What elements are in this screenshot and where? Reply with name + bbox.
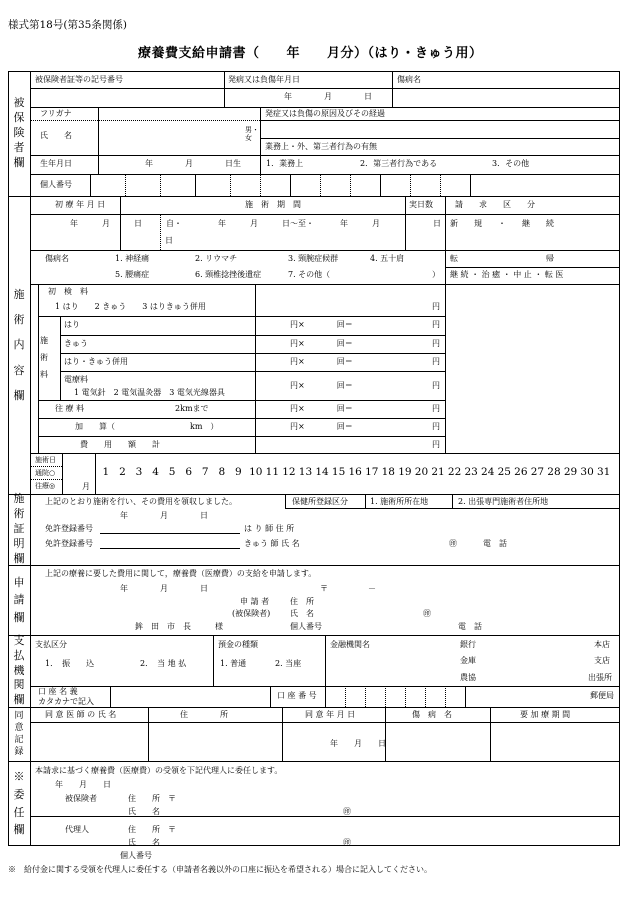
period-from: 年 月 日～至・ bbox=[218, 219, 314, 228]
treatment-day-label: 施術日 bbox=[35, 456, 56, 464]
delegation-agent-personal-number: 個人番号 bbox=[120, 851, 152, 860]
section-insured: 被保険者欄 bbox=[13, 96, 25, 169]
initial-fee-options[interactable]: 1 はり 2 きゅう 3 はりきゅう併用 bbox=[55, 302, 206, 311]
deposit-type-label: 預金の種類 bbox=[218, 640, 258, 649]
addition-label: 加 算（ bbox=[75, 422, 115, 431]
section-certification: 施術証明欄 bbox=[13, 492, 25, 565]
addition-calc: 円× 回＝ bbox=[290, 422, 353, 431]
home-visit-mark-label: 往療◎ bbox=[35, 482, 56, 490]
birth-label: 生年月日 bbox=[40, 159, 72, 168]
addressee-mayor: 鉾 田 市 長 様 bbox=[135, 622, 223, 631]
kyu-name-label: きゅう 師 氏 名 bbox=[244, 539, 300, 548]
institution-type-nokyo: 農協 bbox=[460, 673, 476, 682]
disease-other-close: ） bbox=[432, 270, 440, 279]
treatment-day-7[interactable]: 7 bbox=[201, 466, 209, 478]
fee-row-hari: はり bbox=[64, 320, 80, 329]
treatment-day-4[interactable]: 4 bbox=[152, 466, 159, 478]
certification-statement: 上記のとおり施術を行い、その費用を領収しました。 bbox=[45, 497, 237, 506]
treatment-day-21[interactable]: 21 bbox=[431, 466, 445, 478]
delegation-statement: 本請求に基づく療養費（医療費）の受領を下記代理人に委任します。 bbox=[35, 766, 283, 775]
certification-date: 年 月 日 bbox=[120, 511, 208, 520]
disease-name-label: 傷病名 bbox=[397, 75, 421, 84]
fee-row-kyu-yen: 円 bbox=[432, 339, 440, 348]
payment-option-local[interactable]: 2． 当 地 払 bbox=[140, 659, 187, 668]
period-to: 年 月 bbox=[340, 219, 380, 228]
fee-row-combined-calc: 円× 回＝ bbox=[290, 357, 353, 366]
claim-new-continue[interactable]: 新 規 ・ 継 続 bbox=[450, 219, 554, 228]
delegation-insured-seal: ㊞ bbox=[343, 807, 351, 816]
treatment-day-28[interactable]: 28 bbox=[547, 466, 561, 478]
certification-phone-label: 電 話 bbox=[483, 539, 507, 548]
birth-value: 年 月 日生 bbox=[145, 159, 241, 168]
electro-options[interactable]: 1 電気針 2 電気温灸器 3 電気光線器具 bbox=[74, 388, 225, 397]
fee-row-kyu: きゅう bbox=[64, 339, 88, 348]
branch-type-head: 本店 bbox=[594, 640, 610, 649]
delegation-insured-name: 氏 名 bbox=[128, 807, 160, 816]
consent-date-value: 年 月 日 bbox=[330, 739, 386, 748]
period-from-prefix: 自・ bbox=[166, 219, 182, 228]
disease-option-6[interactable]: 6. 頸椎捻挫後遺症 bbox=[195, 270, 262, 279]
section-treatment: 施術内容欄 bbox=[13, 287, 25, 402]
disease-option-5[interactable]: 5. 腰痛症 bbox=[115, 270, 150, 279]
treatment-day-12[interactable]: 12 bbox=[282, 466, 296, 478]
personal-number-label: 個人番号 bbox=[40, 180, 72, 189]
treatment-day-31[interactable]: 31 bbox=[597, 466, 611, 478]
option-work[interactable]: 1．業務上 bbox=[266, 159, 304, 168]
name-label: 氏 名 bbox=[40, 131, 72, 140]
applicant-personal-number-label: 個人番号 bbox=[290, 622, 322, 631]
first-visit-label: 初 療 年 月 日 bbox=[55, 200, 106, 209]
days-label: 実日数 bbox=[409, 200, 433, 209]
total-label: 費 用 額 計 bbox=[80, 440, 160, 449]
travel-distance: 2kmまで bbox=[175, 404, 209, 413]
divider bbox=[8, 761, 620, 762]
fee-row-combined-yen: 円 bbox=[432, 357, 440, 366]
delegation-agent-seal: ㊞ bbox=[343, 838, 351, 847]
month-char: 月 bbox=[82, 482, 90, 491]
disease-option-1[interactable]: 1. 神経痛 bbox=[115, 254, 150, 263]
section-payment: 支払機関欄 bbox=[13, 633, 25, 707]
claim-type-label: 請 求 区 分 bbox=[455, 200, 535, 209]
section-consent: 同意記録 bbox=[14, 710, 24, 758]
delegation-agent-label: 代理人 bbox=[65, 825, 89, 834]
delegation-agent-address: 住 所 〒 bbox=[128, 825, 176, 834]
first-visit-value: 年 月 日 bbox=[70, 219, 142, 228]
consent-period-label: 要 加 療 期 間 bbox=[520, 710, 571, 719]
applicant-address-label: 住 所 bbox=[290, 597, 314, 606]
license-number-label-1: 免許登録番号 bbox=[45, 524, 93, 533]
travel-calc: 円× 回＝ bbox=[290, 404, 353, 413]
disease-option-2[interactable]: 2. リウマチ bbox=[195, 254, 238, 263]
applicant-label: 申 請 者 bbox=[240, 597, 270, 606]
disease-option-4[interactable]: 4. 五十肩 bbox=[370, 254, 405, 263]
treatment-day-20[interactable]: 20 bbox=[414, 466, 429, 478]
treatment-day-18[interactable]: 18 bbox=[381, 466, 395, 478]
applicant-seal-mark: ㊞ bbox=[423, 609, 431, 618]
outcome-options[interactable]: 継 続 ・ 治 癒 ・ 中 止 ・ 転 医 bbox=[450, 270, 564, 279]
institution-type-shinkin: 金庫 bbox=[460, 656, 476, 665]
consent-disease-label: 傷 病 名 bbox=[412, 710, 452, 719]
license-number-label-2: 免許登録番号 bbox=[45, 539, 93, 548]
registration-option-2[interactable]: 2. 出張専門施術者住所地 bbox=[458, 497, 549, 506]
fee-row-kyu-calc: 円× 回＝ bbox=[290, 339, 353, 348]
total-yen: 円 bbox=[432, 440, 440, 449]
disease-option-7[interactable]: 7. その他（ bbox=[288, 270, 331, 279]
treatment-day-27[interactable]: 27 bbox=[530, 466, 545, 478]
divider bbox=[8, 707, 620, 708]
application-date: 年 月 日 bbox=[120, 584, 208, 593]
treatment-day-14[interactable]: 14 bbox=[315, 466, 329, 478]
registration-label: 保健所登録区分 bbox=[292, 497, 348, 506]
delegation-insured-address: 住 所 〒 bbox=[128, 794, 176, 803]
fee-row-combined: はり・きゅう併用 bbox=[64, 357, 128, 366]
treatment-day-9[interactable]: 9 bbox=[235, 466, 242, 478]
gender-selector[interactable]: 男・女 bbox=[245, 126, 259, 143]
treatment-day-5[interactable]: 5 bbox=[168, 466, 176, 478]
treatment-day-10[interactable]: 10 bbox=[249, 466, 263, 478]
certification-seal-mark: ㊞ bbox=[449, 539, 457, 548]
onset-date-value: 年 月 日 bbox=[284, 92, 372, 101]
deposit-option-ordinary[interactable]: 1. 普通 bbox=[220, 659, 247, 668]
initial-fee-label: 初 検 料 bbox=[48, 287, 88, 296]
page-title: 療養費支給申請書（ 年 月分）（はり・きゅう用） bbox=[138, 46, 483, 61]
branch-type-office: 出張所 bbox=[588, 673, 612, 682]
days-unit: 日 bbox=[433, 219, 441, 228]
travel-yen: 円 bbox=[432, 404, 440, 413]
account-holder-katakana-note: カタカナで記入 bbox=[38, 697, 94, 706]
divider bbox=[8, 196, 620, 197]
applicant-phone-label: 電 話 bbox=[458, 622, 482, 631]
delegation-date: 年 月 日 bbox=[55, 780, 111, 789]
travel-fee-label: 往 療 料 bbox=[55, 404, 85, 413]
form-number: 様式第18号(第35条関係) bbox=[8, 19, 127, 31]
treatment-day-3[interactable]: 3 bbox=[135, 466, 143, 478]
furigana-label: フリガナ bbox=[40, 109, 72, 118]
treatment-day-23[interactable]: 23 bbox=[464, 466, 478, 478]
outcome-label: 転 帰 bbox=[450, 254, 554, 263]
treatment-day-19[interactable]: 19 bbox=[398, 466, 412, 478]
delegation-insured-label: 被保険者 bbox=[65, 794, 97, 803]
fee-row-hari-calc: 円× 回＝ bbox=[290, 320, 353, 329]
postal-code-label: 〒 － bbox=[320, 584, 376, 593]
treatment-day-29[interactable]: 29 bbox=[563, 466, 578, 478]
fee-group-label: 施術料 bbox=[40, 336, 48, 379]
section-delegation: ※委任欄 bbox=[13, 770, 25, 837]
treatment-day-26[interactable]: 26 bbox=[514, 466, 528, 478]
application-statement: 上記の療養に要した費用に関して，療養費（医療費）の支給を申請します。 bbox=[45, 569, 317, 578]
electro-yen: 円 bbox=[432, 381, 440, 390]
consent-date-label: 同 意 年 月 日 bbox=[305, 710, 356, 719]
institution-name-label: 金融機関名 bbox=[330, 640, 370, 649]
footnote: ※ 給付金に関する受領を代理人に委任する（申請者名義以外の口座に振込を希望される）場合に記入してください。 bbox=[8, 865, 432, 874]
treatment-day-2[interactable]: 2 bbox=[119, 466, 126, 478]
institution-type-bank: 銀行 bbox=[460, 640, 476, 649]
addition-km: km ） bbox=[190, 422, 219, 431]
delegation-agent-name: 氏 名 bbox=[128, 838, 160, 847]
cause-label: 発症又は負傷の原因及びその経過 bbox=[265, 109, 385, 118]
applicant-insured-label: (被保険者) bbox=[232, 609, 271, 618]
treatment-day-25[interactable]: 25 bbox=[497, 466, 511, 478]
treatment-day-11[interactable]: 11 bbox=[265, 466, 280, 478]
disease-label: 傷病名 bbox=[45, 254, 69, 263]
period-day-char: 日 bbox=[165, 236, 173, 245]
divider bbox=[8, 494, 620, 495]
visit-mark-label: 通院○ bbox=[35, 469, 56, 477]
addition-yen: 円 bbox=[432, 422, 440, 431]
treatment-day-24[interactable]: 24 bbox=[481, 466, 495, 478]
branch-type-branch: 支店 bbox=[594, 656, 610, 665]
deposit-option-current[interactable]: 2. 当座 bbox=[275, 659, 302, 668]
applicant-name-label: 氏 名 bbox=[290, 609, 314, 618]
registration-option-1[interactable]: 1. 施術所所在地 bbox=[370, 497, 429, 506]
treatment-day-8[interactable]: 8 bbox=[218, 466, 226, 478]
hari-address-label: は り 師 住 所 bbox=[244, 524, 295, 533]
treatment-day-1[interactable]: 1 bbox=[102, 466, 110, 478]
option-third-party[interactable]: 2．第三者行為である bbox=[360, 159, 438, 168]
payment-category-label: 支払区分 bbox=[35, 640, 67, 649]
treatment-day-6[interactable]: 6 bbox=[185, 466, 193, 478]
period-label: 施 術 期 間 bbox=[245, 200, 301, 209]
insurance-number-label: 被保険者証等の記号番号 bbox=[35, 75, 123, 84]
onset-date-label: 発病又は負傷年月日 bbox=[228, 75, 300, 84]
treatment-day-17[interactable]: 17 bbox=[365, 466, 379, 478]
initial-fee-yen: 円 bbox=[432, 302, 440, 311]
treatment-day-15[interactable]: 15 bbox=[331, 466, 346, 478]
consent-address-label: 住 所 bbox=[180, 710, 228, 719]
form-frame bbox=[8, 71, 620, 846]
option-other[interactable]: 3．その他 bbox=[492, 159, 530, 168]
treatment-day-13[interactable]: 13 bbox=[298, 466, 313, 478]
electro-calc: 円× 回＝ bbox=[290, 381, 353, 390]
divider bbox=[8, 635, 620, 636]
electro-label: 電療料 bbox=[64, 375, 88, 384]
third-party-label: 業務上・外、第三者行為の有無 bbox=[265, 142, 377, 151]
account-number-label: 口 座 番 号 bbox=[277, 691, 317, 700]
divider bbox=[8, 565, 620, 566]
payment-option-transfer[interactable]: 1． 振 込 bbox=[45, 659, 95, 668]
treatment-day-22[interactable]: 22 bbox=[447, 466, 462, 478]
section-column-divider bbox=[30, 71, 31, 846]
disease-option-3[interactable]: 3. 頸腕症候群 bbox=[288, 254, 339, 263]
treatment-day-16[interactable]: 16 bbox=[348, 466, 362, 478]
post-office-label: 郵便局 bbox=[590, 691, 614, 700]
treatment-day-30[interactable]: 30 bbox=[580, 466, 594, 478]
fee-row-hari-yen: 円 bbox=[432, 320, 440, 329]
consent-doctor-name-label: 同 意 医 師 の 氏 名 bbox=[45, 710, 117, 719]
account-holder-label: 口 座 名 義 bbox=[38, 687, 78, 696]
section-application: 申請欄 bbox=[13, 575, 25, 624]
